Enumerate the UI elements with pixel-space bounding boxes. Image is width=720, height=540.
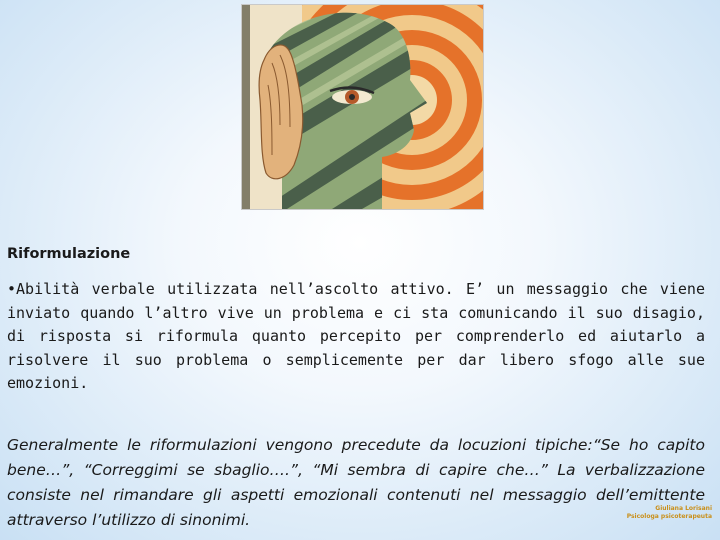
example-paragraph xyxy=(7,433,705,533)
slide-heading: Riformulazione xyxy=(7,246,131,262)
listening-head-image xyxy=(242,5,483,209)
credit-role: Psicologa psicoterapeuta xyxy=(626,513,712,520)
example-italic-text: Generalmente le riformulazioni vengono precedute da locuzioni tipiche:“Se ho capito bene…”, “Correggimi se sbaglio….”, “Mi sembra di capire che…” La verbalizzazione consiste nel rimandare gli aspetti emozionali contenuti nel messaggio dell’emittente attraverso l’utilizzo di sinonimi. xyxy=(7,436,705,529)
definition-paragraph: •Abilità verbale utilizzata nell’ascolto attivo. E’ un messaggio che viene inviato quando l’altro vive un problema e ci sta comunicando il suo disagio, di risposta si riformula quanto percepito per comprenderlo ed aiutarlo a risolvere il suo problema o semplicemente per dar libero sfogo alle sue emozioni. xyxy=(7,280,705,392)
listening-head-illustration xyxy=(241,4,484,210)
credit-name: Giuliana Lorisani xyxy=(655,505,712,512)
author-credit xyxy=(627,505,712,521)
